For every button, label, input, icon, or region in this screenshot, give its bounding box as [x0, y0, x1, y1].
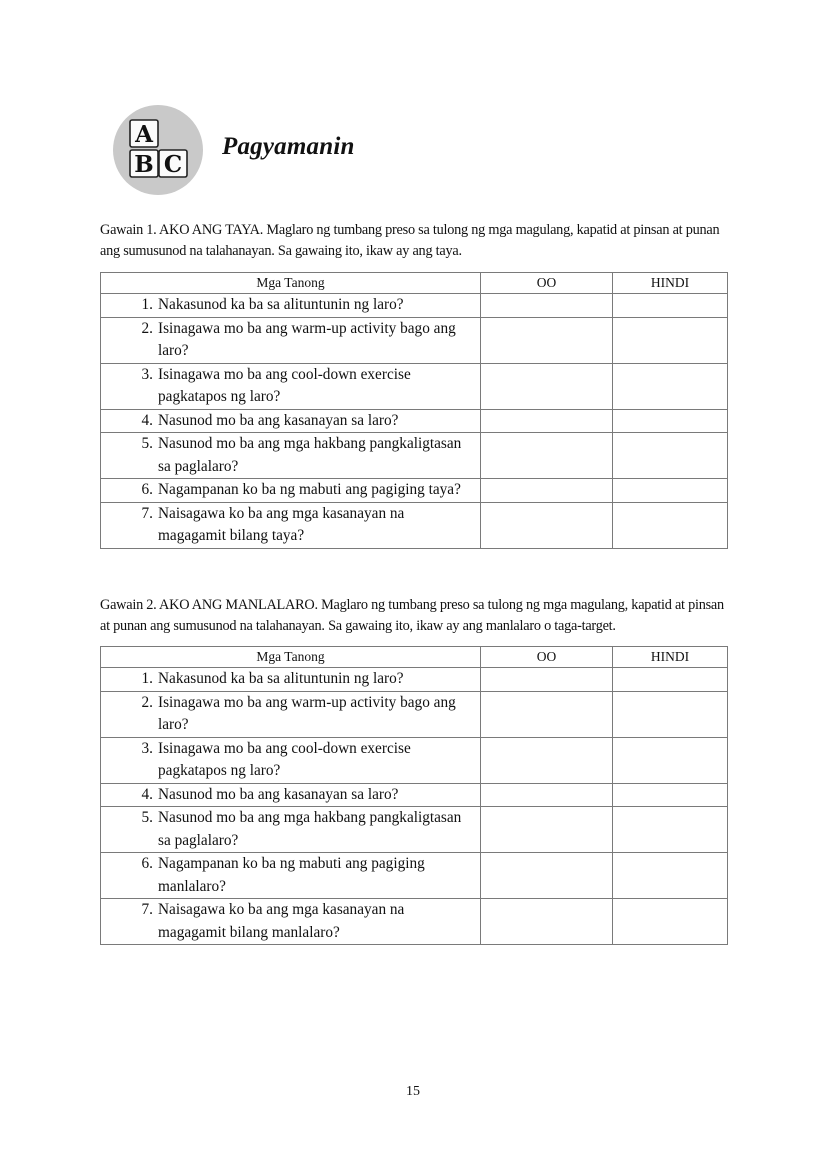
- table-row: [101, 807, 728, 853]
- question-number: 7.: [141, 901, 153, 918]
- question-cell: [101, 317, 481, 363]
- answer-yes-cell[interactable]: [481, 807, 613, 853]
- table-row: [101, 668, 728, 692]
- answer-no-cell[interactable]: [613, 317, 728, 363]
- answer-yes-cell[interactable]: [481, 502, 613, 548]
- answer-yes-cell[interactable]: [481, 783, 613, 807]
- table-row: [101, 853, 728, 899]
- question-cell: [101, 294, 481, 318]
- answer-yes-cell[interactable]: [481, 433, 613, 479]
- answer-yes-cell[interactable]: [481, 737, 613, 783]
- question-text: Isinagawa mo ba ang cool-down exercise pagkatapos ng laro?: [158, 365, 411, 405]
- question-cell: [101, 668, 481, 692]
- question-cell: [101, 363, 481, 409]
- answer-no-cell[interactable]: [613, 853, 728, 899]
- question-text: Nagampanan ko ba ng mabuti ang pagiging manlalaro?: [158, 855, 425, 895]
- answer-yes-cell[interactable]: [481, 668, 613, 692]
- question-text: Nasunod mo ba ang mga hakbang pangkaligtasan sa paglalaro?: [158, 809, 462, 849]
- activity1-table: [100, 272, 728, 549]
- question-cell: [101, 409, 481, 433]
- question-number: 3.: [141, 365, 153, 383]
- question-number: 2.: [141, 693, 153, 711]
- question-number: 3.: [141, 739, 153, 757]
- icon-letter-a: A: [135, 121, 153, 148]
- answer-no-cell[interactable]: [613, 294, 728, 318]
- question-text: Nakasunod ka ba sa alituntunin ng laro?: [158, 296, 404, 313]
- answer-yes-cell[interactable]: [481, 853, 613, 899]
- header-questions: Mga Tanong: [101, 273, 481, 294]
- question-text: Isinagawa mo ba ang warm-up activity bago ang laro?: [158, 693, 456, 733]
- question-cell: [101, 502, 481, 548]
- answer-no-cell[interactable]: [613, 691, 728, 737]
- question-number: 6.: [141, 481, 153, 498]
- question-text: Nagampanan ko ba ng mabuti ang pagiging taya?: [158, 481, 461, 498]
- answer-yes-cell[interactable]: [481, 294, 613, 318]
- table-row: [101, 502, 728, 548]
- page-number: 15: [406, 1084, 420, 1099]
- activity1-instructions: Gawain 1. AKO ANG TAYA. Maglaro ng tumbang preso sa tulong ng mga magulang, kapatid at pinsan at punan ang sumusunod na talahanayan. Sa gawaing ito, ikaw ay ang taya.: [100, 222, 720, 259]
- table-row: [101, 691, 728, 737]
- answer-no-cell[interactable]: [613, 737, 728, 783]
- table-row: [101, 737, 728, 783]
- question-cell: [101, 479, 481, 503]
- header-questions: Mga Tanong: [101, 647, 481, 668]
- abc-blocks-icon: [113, 105, 203, 195]
- answer-no-cell[interactable]: [613, 433, 728, 479]
- question-cell: [101, 853, 481, 899]
- table-row: [101, 783, 728, 807]
- table-row: [101, 479, 728, 503]
- question-text: Nasunod mo ba ang kasanayan sa laro?: [158, 411, 399, 429]
- section-title: Pagyamanin: [222, 133, 355, 160]
- question-text: Nakasunod ka ba sa alituntunin ng laro?: [158, 670, 404, 687]
- table-header-row: [101, 647, 728, 668]
- question-cell: [101, 691, 481, 737]
- header-no: HINDI: [613, 273, 728, 294]
- question-cell: [101, 899, 481, 945]
- question-text: Isinagawa mo ba ang cool-down exercise pagkatapos ng laro?: [158, 739, 411, 779]
- table-row: [101, 363, 728, 409]
- table-row: [101, 433, 728, 479]
- icon-letter-c: C: [163, 151, 183, 178]
- question-number: 6.: [141, 855, 153, 872]
- question-number: 2.: [141, 319, 153, 337]
- answer-no-cell[interactable]: [613, 409, 728, 433]
- table-row: [101, 294, 728, 318]
- header-no: HINDI: [613, 647, 728, 668]
- table-header-row: [101, 273, 728, 294]
- question-text: Isinagawa mo ba ang warm-up activity bago ang laro?: [158, 319, 456, 359]
- question-number: 7.: [141, 504, 153, 522]
- answer-yes-cell[interactable]: [481, 691, 613, 737]
- question-cell: [101, 783, 481, 807]
- question-cell: [101, 737, 481, 783]
- question-text: Nasunod mo ba ang mga hakbang pangkaligtasan sa paglalaro?: [158, 435, 462, 475]
- answer-no-cell[interactable]: [613, 363, 728, 409]
- question-text: Naisagawa ko ba ang mga kasanayan na magagamit bilang manlalaro?: [158, 901, 405, 941]
- question-text: Naisagawa ko ba ang mga kasanayan na magagamit bilang taya?: [158, 504, 405, 544]
- answer-no-cell[interactable]: [613, 783, 728, 807]
- answer-no-cell[interactable]: [613, 668, 728, 692]
- header-yes: OO: [481, 273, 613, 294]
- activity2-table: [100, 646, 728, 945]
- icon-letter-b: B: [134, 151, 154, 178]
- answer-no-cell[interactable]: [613, 479, 728, 503]
- question-number: 5.: [141, 435, 153, 452]
- answer-yes-cell[interactable]: [481, 479, 613, 503]
- question-number: 4.: [141, 411, 153, 429]
- question-cell: [101, 433, 481, 479]
- answer-no-cell[interactable]: [613, 502, 728, 548]
- answer-no-cell[interactable]: [613, 899, 728, 945]
- activity2-instructions: Gawain 2. AKO ANG MANLALARO. Maglaro ng tumbang preso sa tulong ng mga magulang, kapatid at pinsan at punan ang sumusunod na talahanayan. Sa gawaing ito, ikaw ay ang manlalaro o taga-target.: [100, 597, 724, 634]
- table-row: [101, 899, 728, 945]
- question-cell: [101, 807, 481, 853]
- question-number: 1.: [141, 670, 153, 687]
- question-number: 5.: [141, 809, 153, 826]
- question-number: 1.: [141, 296, 153, 313]
- answer-yes-cell[interactable]: [481, 899, 613, 945]
- table-row: [101, 317, 728, 363]
- answer-yes-cell[interactable]: [481, 409, 613, 433]
- table-row: [101, 409, 728, 433]
- question-text: Nasunod mo ba ang kasanayan sa laro?: [158, 785, 399, 803]
- answer-yes-cell[interactable]: [481, 317, 613, 363]
- answer-yes-cell[interactable]: [481, 363, 613, 409]
- question-number: 4.: [141, 785, 153, 803]
- answer-no-cell[interactable]: [613, 807, 728, 853]
- header-yes: OO: [481, 647, 613, 668]
